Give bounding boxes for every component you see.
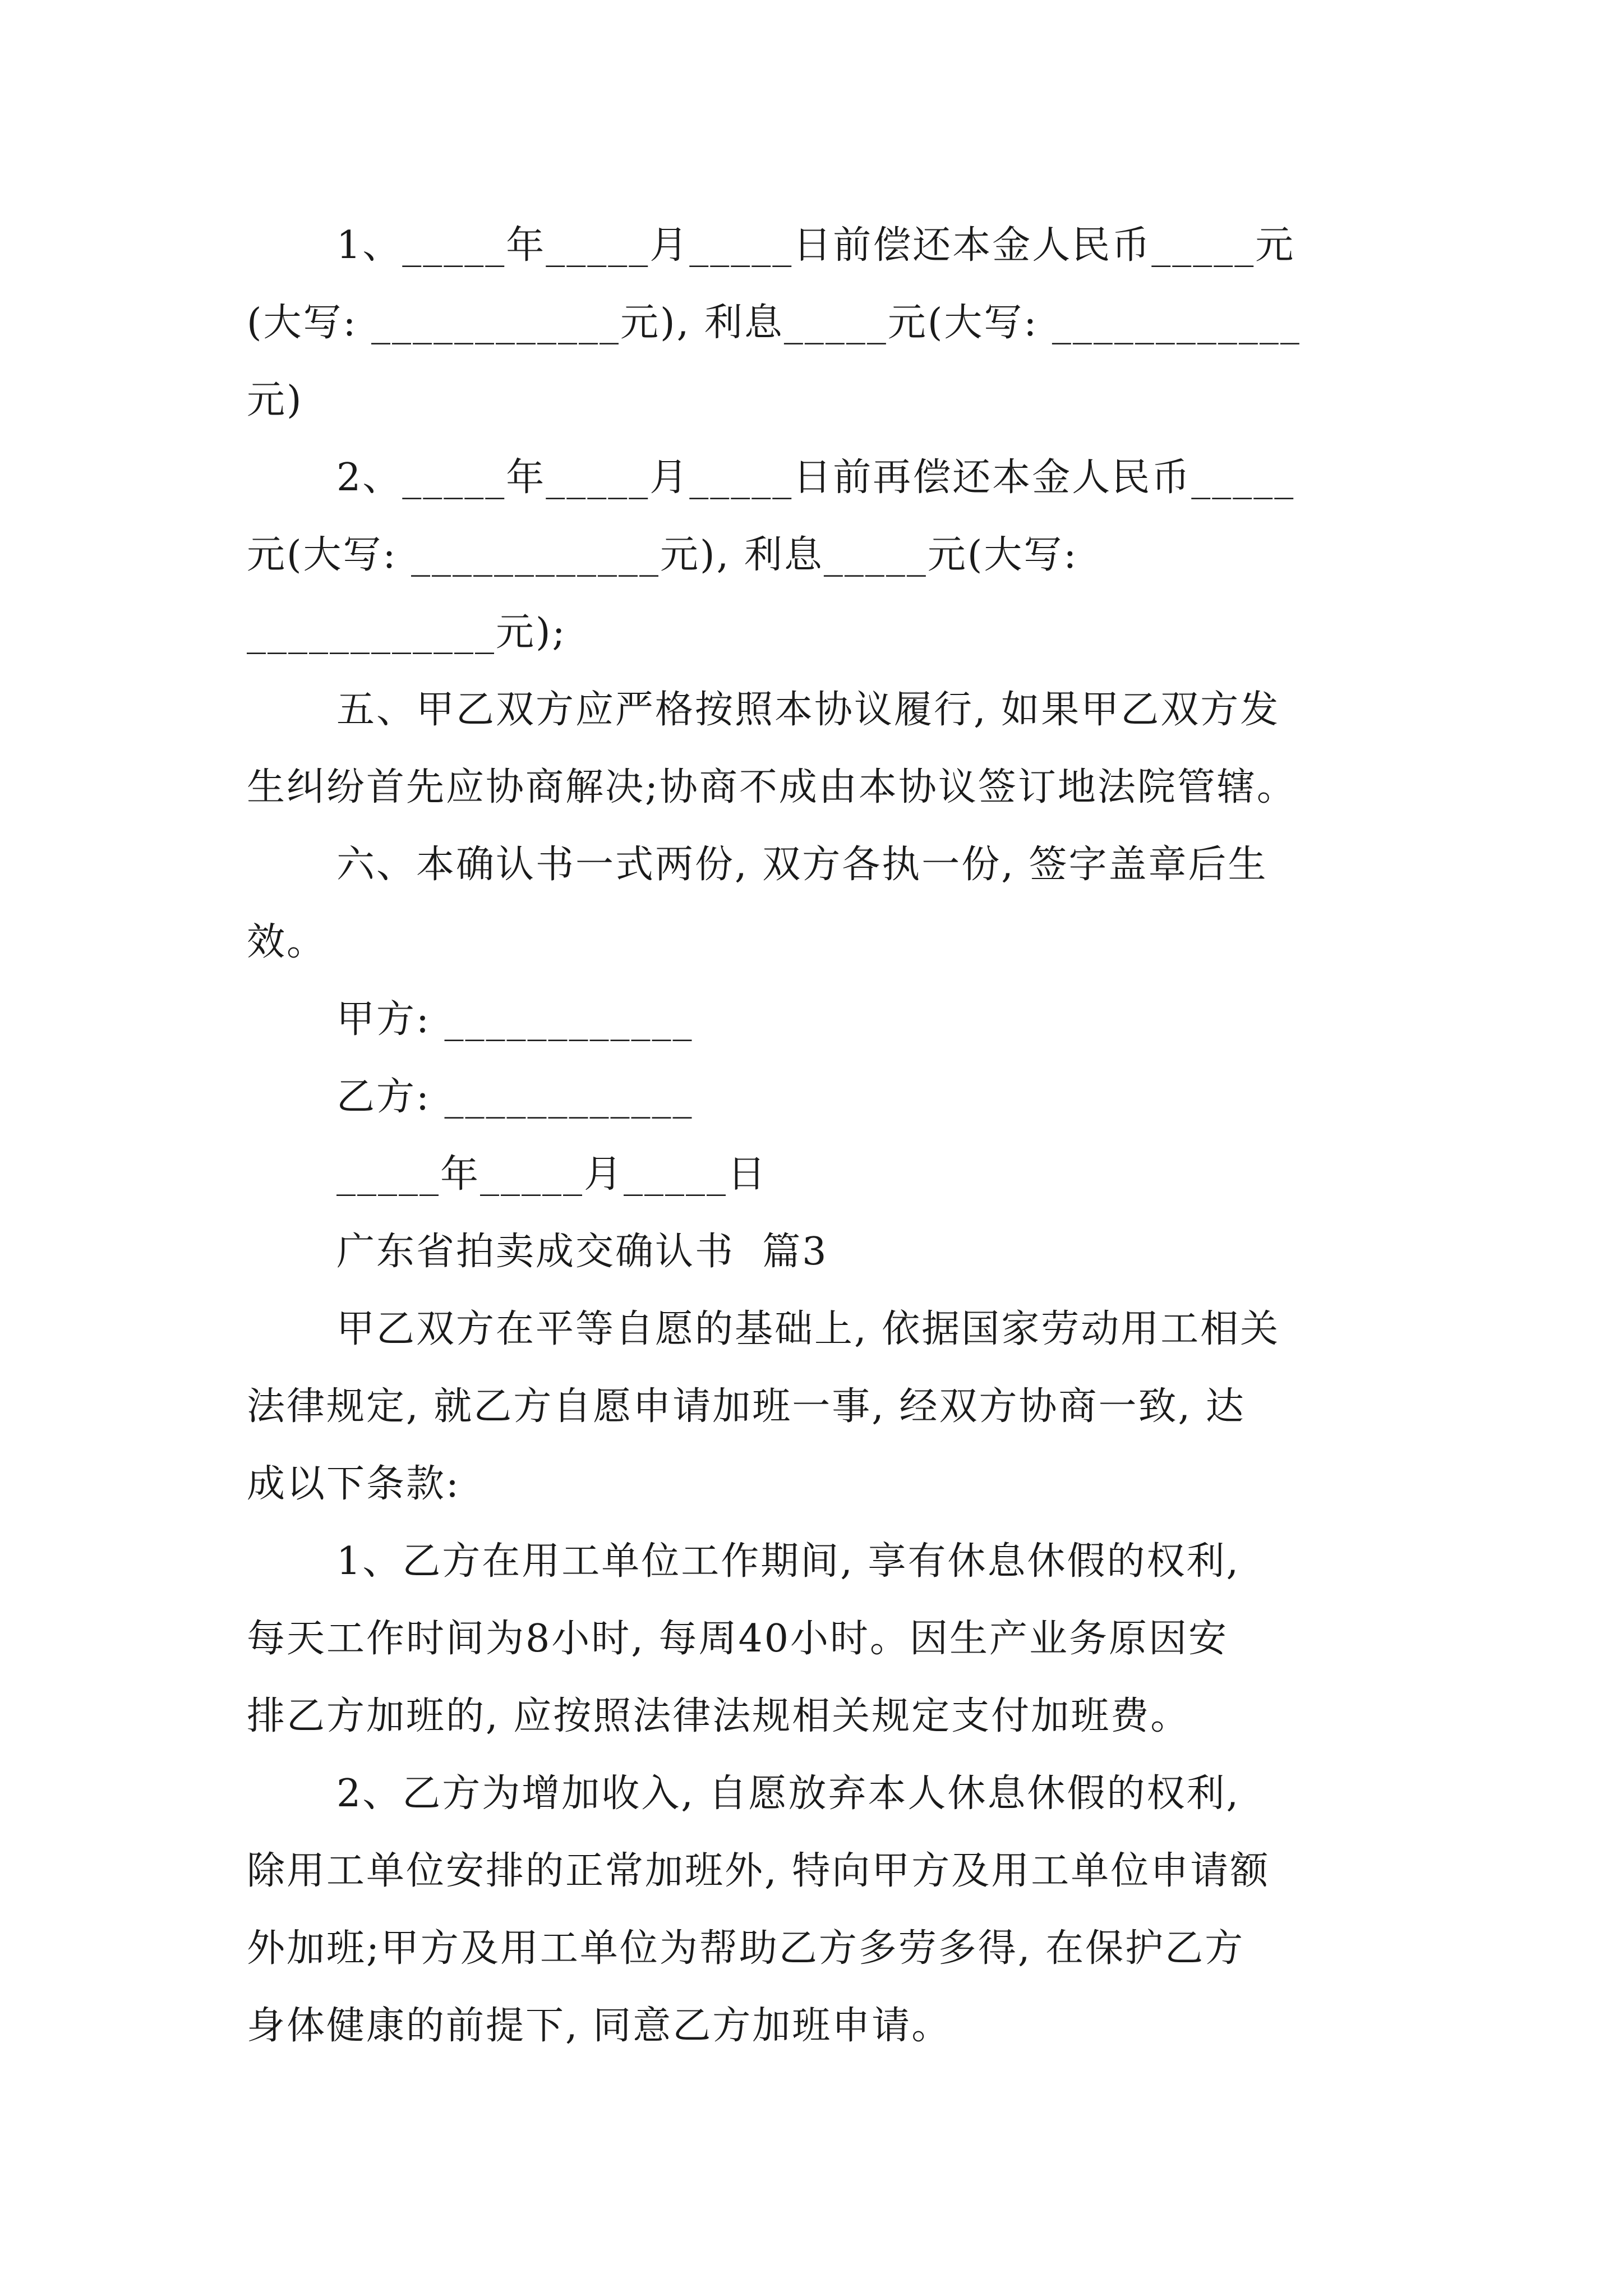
text-line: 效。	[247, 920, 327, 964]
text-line: ____________元);	[247, 610, 567, 655]
text-line: 除用工单位安排的正常加班外, 特向甲方及用工单位申请额	[247, 1849, 1270, 1893]
text-line: (大写: ____________元), 利息_____元(大写: ____________	[247, 301, 1301, 345]
text-line: 外加班;甲方及用工单位为帮助乙方多劳多得, 在保护乙方	[247, 1926, 1245, 1971]
text-line: 六、本确认书一式两份, 双方各执一份, 签字盖章后生	[336, 843, 1268, 887]
text-line: 2、乙方为增加收入, 自愿放弃本人休息休假的权利,	[336, 1772, 1241, 1816]
text-line: 五、甲乙双方应严格按照本协议履行, 如果甲乙双方发	[336, 688, 1280, 732]
text-line: 成以下条款:	[247, 1462, 460, 1506]
text-line: 1、_____年_____月_____日前偿还本金人民币_____元	[336, 223, 1295, 268]
text-line: 生纠纷首先应协商解决;协商不成由本协议签订地法院管辖。	[247, 765, 1297, 809]
signature-line-party-a: 甲方: ____________	[336, 997, 694, 1042]
text-line: 甲乙双方在平等自愿的基础上, 依据国家劳动用工相关	[336, 1307, 1280, 1351]
text-line: 1、乙方在用工单位工作期间, 享有休息休假的权利,	[336, 1539, 1241, 1584]
text-line: 身体健康的前提下, 同意乙方加班申请。	[247, 2004, 952, 2048]
text-line: 元)	[247, 378, 303, 422]
text-line: 每天工作时间为8小时, 每周40小时。因生产业务原因安	[247, 1617, 1229, 1661]
section-heading: 广东省拍卖成交确认书 篇3	[336, 1230, 828, 1274]
text-line: 2、_____年_____月_____日前再偿还本金人民币_____	[336, 455, 1295, 500]
text-line: 法律规定, 就乙方自愿申请加班一事, 经双方协商一致, 达	[247, 1384, 1246, 1429]
signature-line-party-b: 乙方: ____________	[336, 1075, 694, 1119]
date-line: _____年_____月_____日	[336, 1152, 768, 1197]
text-line: 排乙方加班的, 应按照法律法规相关规定支付加班费。	[247, 1694, 1191, 1738]
text-line: 元(大写: ____________元), 利息_____元(大写:	[247, 533, 1078, 577]
